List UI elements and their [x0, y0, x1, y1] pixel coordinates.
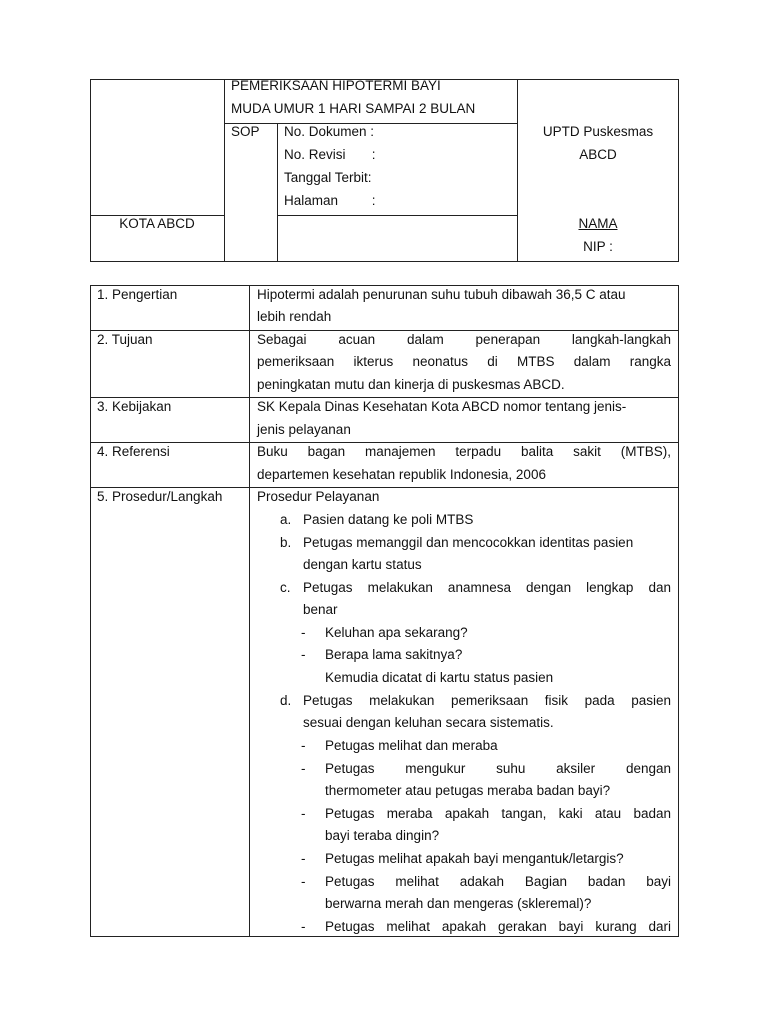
step-b-marker: b. [280, 535, 292, 550]
step-d-dash3-marker: - [301, 806, 306, 821]
step-d-dash2-text-line2: thermometer atau petugas meraba badan bayi? [325, 783, 611, 798]
step-a-text: Pasien datang ke poli MTBS [303, 512, 474, 527]
step-d-dash2-text-line1: Petugas mengukur suhu aksiler dengan [325, 761, 671, 776]
pengertian-text-line1: Hipotermi adalah penurunan suhu tubuh dibawah 36,5 C atau [257, 287, 626, 302]
step-d-dash2-marker: - [301, 761, 306, 776]
signer-nip: NIP : [583, 239, 613, 254]
step-c-marker: c. [280, 580, 291, 595]
sop-title-line2: MUDA UMUR 1 HARI SAMPAI 2 BULAN [231, 101, 476, 116]
step-d-marker: d. [280, 693, 292, 708]
step-d-text-line2: sesuai dengan keluhan secara sistematis. [303, 715, 554, 730]
step-d-dash4-text: Petugas melihat apakah bayi mengantuk/letargis? [325, 851, 624, 866]
label-prosedur: 5. Prosedur/Langkah [97, 489, 223, 504]
step-c-dash1-marker: - [301, 625, 306, 640]
step-d-dash5-text-line2: berwarna merah dan mengeras (skleremal)? [325, 896, 592, 911]
sop-label: SOP [231, 124, 260, 139]
referensi-text-line1: Buku bagan manajemen terpadu balita sakit (MTBS), [257, 444, 671, 459]
step-b-text-line1: Petugas memanggil dan mencocokkan identitas pasien [303, 535, 634, 550]
step-c-text-line2: benar [303, 602, 338, 617]
step-d-dash5-text-line1: Petugas melihat adakah Bagian badan bayi [325, 874, 671, 889]
page-field: Halaman : [284, 193, 376, 208]
step-d-dash3-text-line2: bayi teraba dingin? [325, 828, 440, 843]
step-d-dash5-marker: - [301, 874, 306, 889]
step-b-text-line2: dengan kartu status [303, 557, 422, 572]
step-c-dash2-marker: - [301, 647, 306, 662]
city-label: KOTA ABCD [119, 216, 195, 231]
prosedur-heading: Prosedur Pelayanan [257, 489, 380, 504]
label-referensi: 4. Referensi [97, 444, 170, 459]
step-c-text-line1: Petugas melakukan anamnesa dengan lengkap dan [303, 580, 671, 595]
tujuan-text-line1: Sebagai acuan dalam penerapan langkah-langkah [257, 332, 671, 347]
step-c-dash1-text: Keluhan apa sekarang? [325, 625, 468, 640]
signer-name: NAMA [578, 216, 618, 231]
step-d-text-line1: Petugas melakukan pemeriksaan fisik pada pasien [303, 693, 671, 708]
step-d-dash6-text-line1: Petugas melihat apakah gerakan bayi kurang dari [325, 919, 671, 934]
step-a-marker: a. [280, 512, 292, 527]
revision-field: No. Revisi : [284, 147, 376, 162]
label-kebijakan: 3. Kebijakan [97, 399, 172, 414]
label-pengertian: 1. Pengertian [97, 287, 178, 302]
step-d-dash4-marker: - [301, 851, 306, 866]
step-d-dash1-text: Petugas melihat dan meraba [325, 738, 498, 753]
step-d-dash1-marker: - [301, 738, 306, 753]
issue-date-field: Tanggal Terbit: [284, 170, 372, 185]
pengertian-text-line2: lebih rendah [257, 309, 332, 324]
step-d-dash3-text-line1: Petugas meraba apakah tangan, kaki atau badan [325, 806, 671, 821]
tujuan-text-line3: peningkatan mutu dan kinerja di puskesmas ABCD. [257, 377, 565, 392]
step-c-dash2-continuation: Kemudia dicatat di kartu status pasien [325, 670, 554, 685]
tujuan-text-line2: pemeriksaan ikterus neonatus di MTBS dalam rangka [257, 354, 671, 369]
org-name-line2: ABCD [579, 147, 617, 162]
doc-number-field: No. Dokumen : [284, 124, 375, 139]
kebijakan-text-line2: jenis pelayanan [257, 422, 351, 437]
sop-title-line1: PEMERIKSAAN HIPOTERMI BAYI [231, 78, 441, 93]
org-name-line1: UPTD Puskesmas [542, 124, 654, 139]
referensi-text-line2: departemen kesehatan republik Indonesia, 2006 [257, 467, 546, 482]
label-tujuan: 2. Tujuan [97, 332, 153, 347]
step-d-dash6-marker: - [301, 919, 306, 934]
step-c-dash2-text: Berapa lama sakitnya? [325, 647, 463, 662]
kebijakan-text-line1: SK Kepala Dinas Kesehatan Kota ABCD nomor tentang jenis- [257, 399, 627, 414]
